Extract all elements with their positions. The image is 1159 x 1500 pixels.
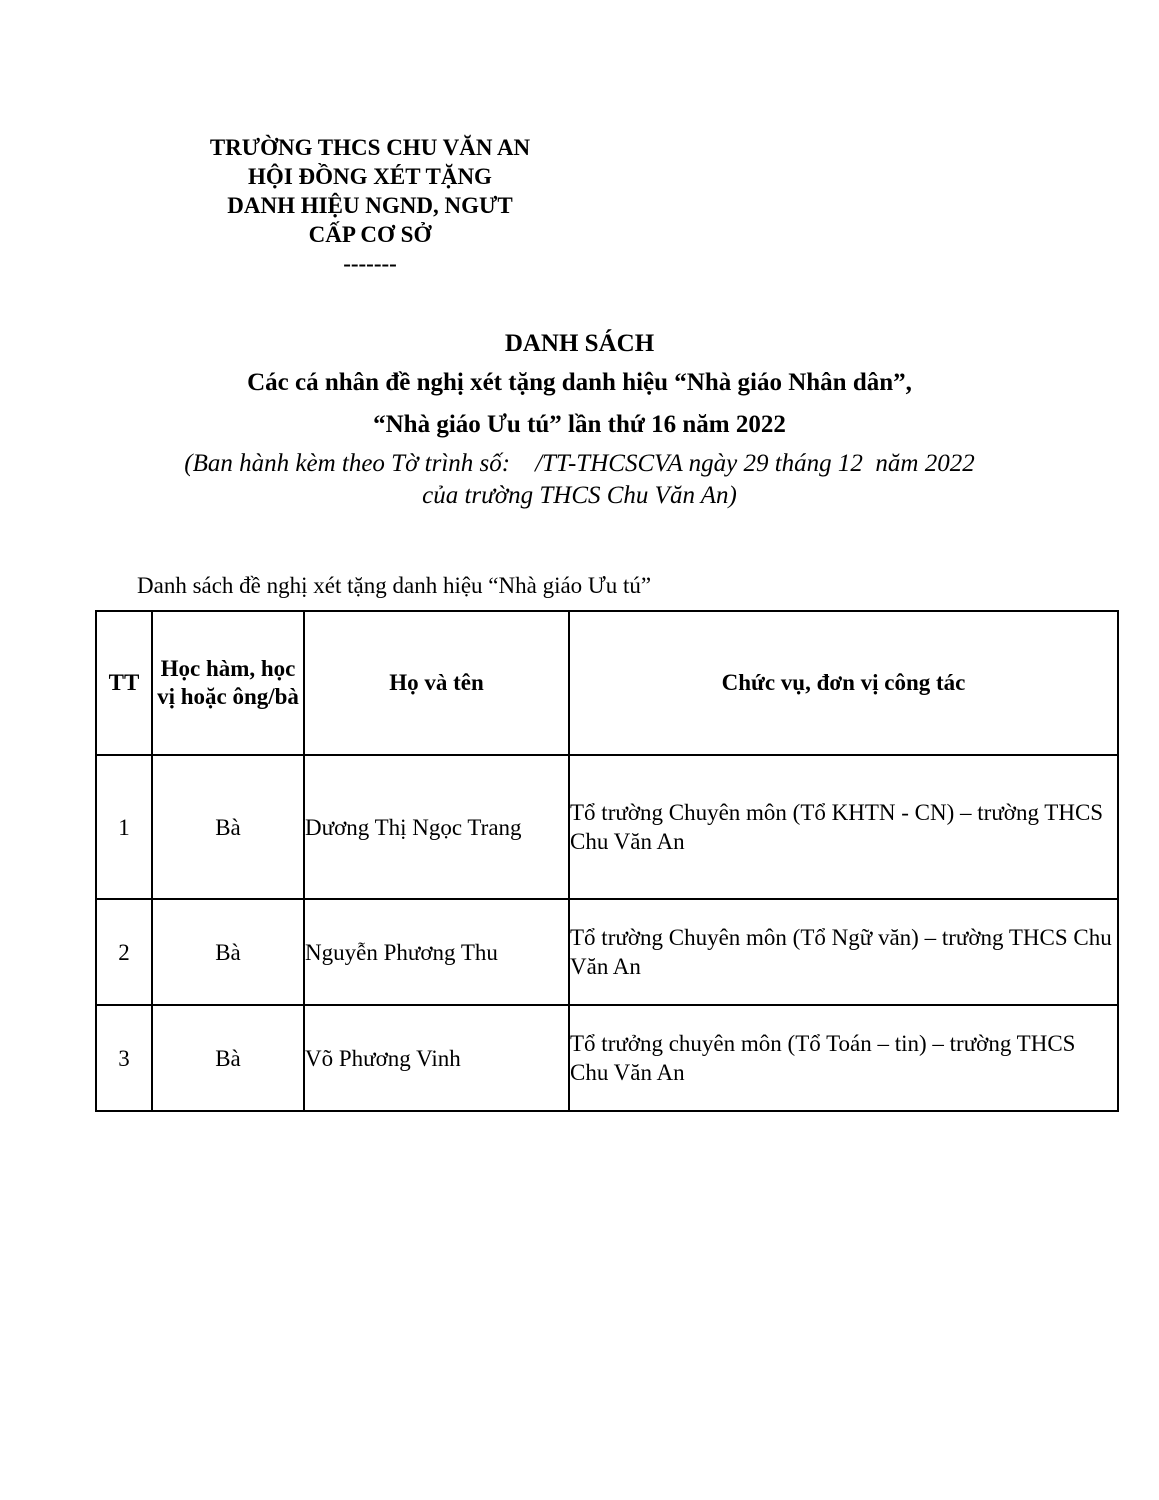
cell-title: Bà <box>152 755 304 899</box>
header-tt: TT <box>96 611 152 755</box>
cell-tt: 3 <box>96 1005 152 1111</box>
cell-title: Bà <box>152 899 304 1005</box>
document-title <box>0 326 1159 512</box>
title-note <box>0 448 1159 512</box>
title-sub-1: Các cá nhân đề nghị xét tặng danh hiệu “Nhà giáo Nhân dân”, <box>247 369 912 396</box>
table-header-row <box>96 611 1118 755</box>
title-sub-2: “Nhà giáo Ưu tú” lần thứ 16 năm 2022 <box>373 411 786 438</box>
cell-name: Võ Phương Vinh <box>304 1005 569 1111</box>
table-row <box>96 899 1118 1005</box>
level-name: CẤP CƠ SỞ <box>308 222 432 247</box>
header-title: Học hàm, học vị hoặc ông/bà <box>152 611 304 755</box>
title-note-line-2: của trường THCS Chu Văn An) <box>422 482 737 509</box>
header-separator: ------- <box>343 251 397 276</box>
cell-tt: 1 <box>96 755 152 899</box>
header-name: Họ và tên <box>304 611 569 755</box>
cell-role-text: Tổ trưởng chuyên môn (Tổ Toán – tin) – trường THCS Chu Văn An <box>570 1031 1076 1085</box>
cell-role <box>569 1005 1118 1111</box>
issuer-header <box>170 133 570 278</box>
council-name: HỘI ĐỒNG XÉT TẶNG <box>248 164 492 189</box>
award-name: DANH HIỆU NGND, NGƯT <box>227 193 513 218</box>
table-row <box>96 755 1118 899</box>
cell-role-text: Tổ trường Chuyên môn (Tổ Ngữ văn) – trường THCS Chu Văn An <box>570 925 1112 979</box>
list-intro: Danh sách đề nghị xét tặng danh hiệu “Nhà giáo Ưu tú” <box>137 573 652 598</box>
header-role: Chức vụ, đơn vị công tác <box>569 611 1118 755</box>
nominee-table <box>95 610 1119 1112</box>
cell-role <box>569 755 1118 899</box>
title-note-line-1: (Ban hành kèm theo Tờ trình số: /TT-THCSCVA ngày 29 tháng 12 năm 2022 <box>184 450 975 477</box>
cell-name: Nguyễn Phương Thu <box>304 899 569 1005</box>
school-name: TRƯỜNG THCS CHU VĂN AN <box>209 135 531 160</box>
cell-title: Bà <box>152 1005 304 1111</box>
cell-role <box>569 899 1118 1005</box>
cell-tt: 2 <box>96 899 152 1005</box>
title-main: DANH SÁCH <box>504 330 655 357</box>
table-row <box>96 1005 1118 1111</box>
cell-name: Dương Thị Ngọc Trang <box>304 755 569 899</box>
cell-role-text: Tổ trường Chuyên môn (Tổ KHTN - CN) – trường THCS Chu Văn An <box>570 800 1104 854</box>
